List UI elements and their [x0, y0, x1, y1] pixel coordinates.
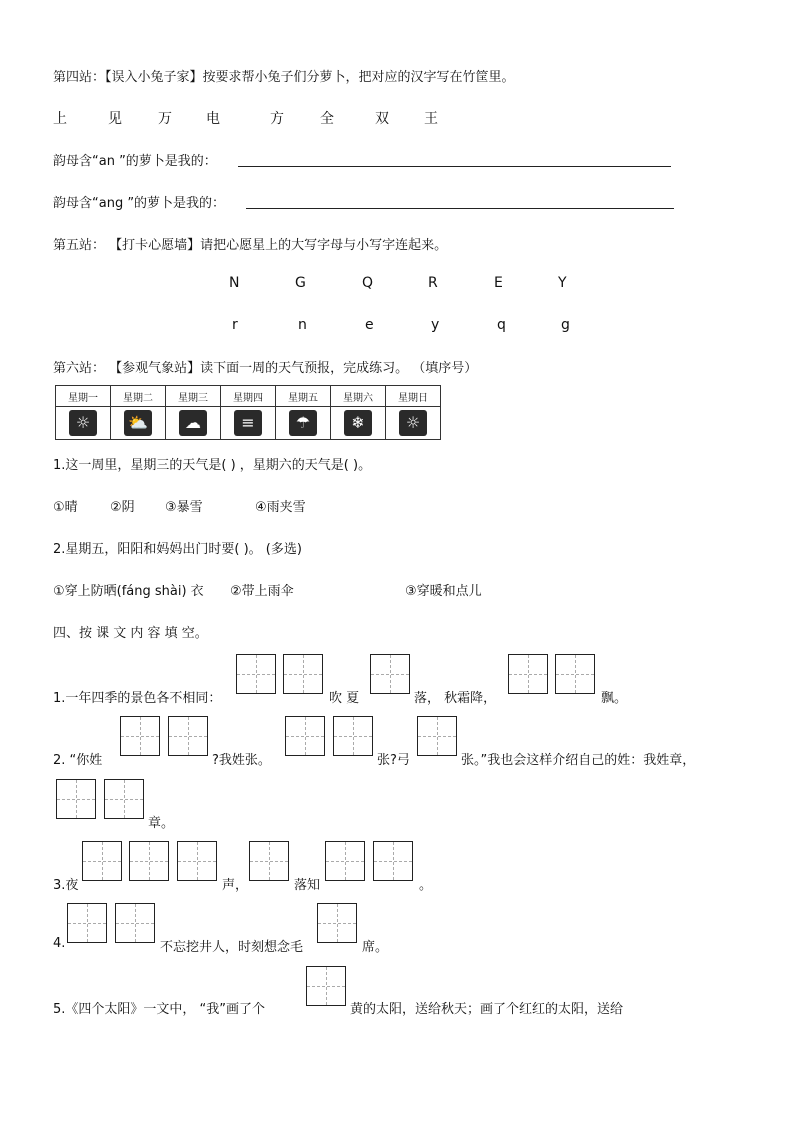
question-2: 2.星期五，阳阳和妈妈出门时要( )。 (多选) [53, 542, 302, 557]
writing-box[interactable] [508, 654, 548, 694]
station6-title: 第六站： 【参观气象站】读下面一周的天气预报，完成练习。 （填序号） [53, 361, 478, 376]
radish-char: 双 [375, 111, 389, 127]
writing-box[interactable] [373, 841, 413, 881]
p4q1-text-b: 吹 夏 [329, 691, 360, 706]
q2-option-1: ①穿上防晒(fáng shài) 衣 [53, 584, 204, 599]
q1-option-2: ②阴 [110, 500, 135, 515]
lowercase-letter[interactable]: n [298, 317, 307, 333]
weather-cell [111, 407, 166, 440]
p4q1-text-a: 1.一年四季的景色各不相同： [53, 691, 222, 706]
writing-box[interactable] [555, 654, 595, 694]
fog-icon: ≡ [234, 410, 262, 436]
uppercase-letter[interactable]: G [295, 275, 306, 291]
p4q2-text-a: 2. “你姓 [53, 753, 103, 768]
partly-cloudy-icon: ⛅ [124, 410, 152, 436]
writing-box[interactable] [370, 654, 410, 694]
snow-icon: ❄ [344, 410, 372, 436]
sun-icon: ☼ [399, 410, 427, 436]
writing-box[interactable] [333, 716, 373, 756]
writing-box[interactable] [168, 716, 208, 756]
radish-char: 见 [108, 111, 122, 127]
p4q3-text-c: 落知 [294, 878, 321, 893]
weather-cell [56, 407, 111, 440]
q2-option-2: ②带上雨伞 [230, 584, 294, 599]
weather-cell [276, 407, 331, 440]
writing-box[interactable] [104, 779, 144, 819]
p4q4-text-a: 4. [53, 936, 66, 951]
q1-option-4: ④雨夹雪 [255, 500, 306, 515]
ang-answer-line[interactable] [246, 208, 674, 209]
weather-cell [386, 407, 441, 440]
p4q2-text-d: 张。”我也会这样介绍自己的姓：我姓章， [461, 753, 696, 768]
weather-cell [331, 407, 386, 440]
writing-box[interactable] [283, 654, 323, 694]
q2-option-3: ③穿暖和点儿 [405, 584, 482, 599]
lowercase-letter[interactable]: g [561, 317, 570, 333]
day-header: 星期四 [221, 386, 276, 407]
writing-box[interactable] [325, 841, 365, 881]
day-header: 星期一 [56, 386, 111, 407]
day-header: 星期五 [276, 386, 331, 407]
p4q3-text-b: 声， [222, 878, 249, 893]
writing-box[interactable] [115, 903, 155, 943]
sun-icon: ☼ [69, 410, 97, 436]
day-header: 星期二 [111, 386, 166, 407]
lowercase-letter[interactable]: e [365, 317, 374, 333]
writing-box[interactable] [120, 716, 160, 756]
weather-table [55, 385, 441, 440]
cloud-icon: ☁ [179, 410, 207, 436]
day-header: 星期三 [166, 386, 221, 407]
p4q2-text-c: 张?弓 [377, 753, 410, 768]
day-header: 星期日 [386, 386, 441, 407]
writing-box[interactable] [417, 716, 457, 756]
writing-box[interactable] [177, 841, 217, 881]
radish-char: 全 [320, 111, 334, 127]
radish-char: 王 [424, 111, 438, 127]
station4-title: 第四站：【误入小兔子家】按要求帮小兔子们分萝卜，把对应的汉字写在竹筐里。 [53, 70, 515, 85]
weather-cell [166, 407, 221, 440]
an-answer-line[interactable] [238, 166, 671, 167]
p4q1-text-c: 落， 秋霜降， [414, 691, 497, 706]
p4q5-text-a: 5.《四个太阳》一文中， “我”画了个 [53, 1002, 266, 1017]
sleet-icon: ☂ [289, 410, 317, 436]
uppercase-letter[interactable]: N [229, 275, 240, 291]
p4q4-text-c: 席。 [362, 940, 389, 955]
p4q5-text-b: 黄的太阳，送给秋天；画了个红红的太阳，送给 [350, 1002, 624, 1017]
p4q3-text-d: 。 [419, 878, 433, 893]
uppercase-letter[interactable]: Q [362, 275, 374, 291]
q1-option-1: ①晴 [53, 500, 78, 515]
ang-label: 韵母含“ang ”的萝卜是我的： [53, 196, 226, 211]
question-1: 1.这一周里，星期三的天气是( ) ，星期六的天气是( )。 [53, 458, 372, 473]
p4q3-text-a: 3.夜 [53, 878, 79, 893]
radish-char: 万 [158, 111, 172, 127]
writing-box[interactable] [317, 903, 357, 943]
radish-char: 方 [270, 111, 284, 127]
part4-title: 四、按 课 文 内 容 填 空。 [53, 626, 208, 641]
writing-box[interactable] [306, 966, 346, 1006]
writing-box[interactable] [285, 716, 325, 756]
writing-box[interactable] [56, 779, 96, 819]
uppercase-letter[interactable]: Y [558, 275, 567, 291]
writing-box[interactable] [67, 903, 107, 943]
writing-box[interactable] [82, 841, 122, 881]
uppercase-letter[interactable]: R [428, 275, 438, 291]
weather-cell [221, 407, 276, 440]
writing-box[interactable] [249, 841, 289, 881]
p4q4-text-b: 不忘挖井人，时刻想念毛 [160, 940, 304, 955]
writing-box[interactable] [236, 654, 276, 694]
lowercase-letter[interactable]: y [431, 317, 440, 333]
station5-title: 第五站： 【打卡心愿墙】请把心愿星上的大写字母与小写字连起来。 [53, 238, 448, 253]
radish-char: 上 [53, 111, 67, 127]
uppercase-letter[interactable]: E [494, 275, 503, 291]
p4q2-text-e: 章。 [148, 816, 175, 831]
writing-box[interactable] [129, 841, 169, 881]
p4q1-text-d: 飘。 [601, 691, 628, 706]
day-header: 星期六 [331, 386, 386, 407]
an-label: 韵母含“an ”的萝卜是我的： [53, 154, 217, 169]
p4q2-text-b: ?我姓张。 [212, 753, 271, 768]
lowercase-letter[interactable]: q [497, 317, 506, 333]
lowercase-letter[interactable]: r [232, 317, 238, 333]
radish-char: 电 [206, 111, 220, 127]
q1-option-3: ③暴雪 [165, 500, 203, 515]
